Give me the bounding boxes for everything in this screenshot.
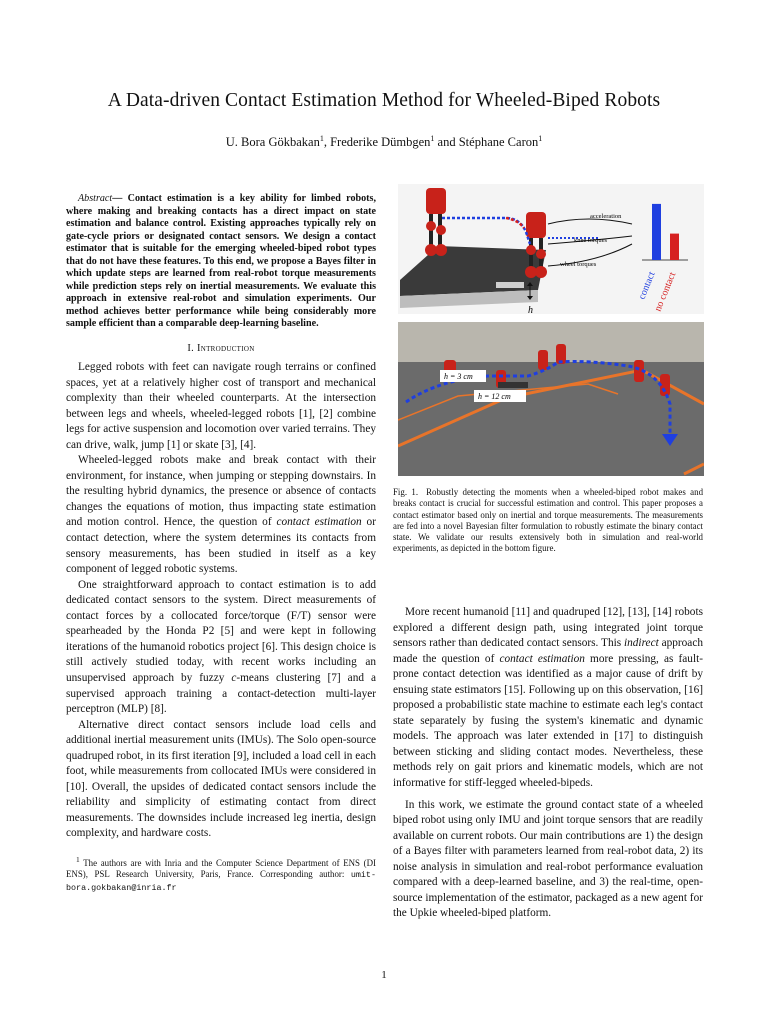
text-run: Wheeled-legged robots make and break contact with their environment, for instance, when jumping or stepping downstairs. In the resulting hybrid dynamics, the presence or absence of contacts changes the equations of motion, thus impacting state estimation and motion control. Hence, the question of xyxy=(66,454,376,529)
acceleration-label: acceleration xyxy=(590,213,622,220)
author-list xyxy=(0,134,768,150)
height-label: h xyxy=(528,305,533,316)
text-run: One straightforward approach to contact estimation is to add dedicated contact sensors to the system. Direct measurements of contact forces by a collocated force/torque (F/T) sensor were spearheaded by the Honda P2 [5] and were kept in following iterations of the humanoid robotics project [6]. This design choice is still actively studied today, with recent works including an unsupervised approach by fuzzy xyxy=(66,578,376,684)
footnote-mark: 1 xyxy=(76,854,80,864)
abstract-label: Abstract xyxy=(78,193,113,204)
emphasis: c xyxy=(231,671,237,684)
figure-1 xyxy=(398,184,704,476)
email-link[interactable]: umit-bora.gokbakan@inria.fr xyxy=(66,870,376,893)
footnote-text: The authors are with Inria and the Computer Science Department of ENS (DI ENS), PSL Research University, Paris, France. Corresponding author: xyxy=(66,857,376,880)
text-run: more pressing, as fault-prone contact detection was identified as a major cause of drift by ensuing state estimators [15]. Following up on this observation, [16] proposed a probabilistic state machine to estimate each leg's contact state separately by fusing the system's kinematic and dynamic models. The approach was later extended in [17] to distinguish between sticking and sliding contact modes. Nevertheless, these methods rely on gait priors and kinematic models, which are not informative for stiff-legged wheeled-bipeds. xyxy=(393,652,703,790)
intro-paragraph-1: Legged robots with feet can navigate rough terrains or confined spaces, yet at a relatively higher cost of transport and mechanical complexity than their wheeled counterparts. At the intersection between legs and wheels, wheeled-legged robots [1], [2] combine legs for active suspension and locomotion over varied terrains. They can drive, walk, jump [1] or skate [3], [4]. xyxy=(66,361,376,451)
intro-paragraph-3 xyxy=(66,578,376,718)
author-1: U. Bora Gökbakan xyxy=(225,135,320,150)
abstract-dash: — xyxy=(112,193,128,204)
photo-robot xyxy=(538,350,548,370)
label-h12: h = 12 cm xyxy=(478,392,511,401)
footnote xyxy=(66,854,376,894)
no-contact-label: no contact xyxy=(652,270,679,314)
author-separator: and xyxy=(434,135,459,150)
emphasis: indirect xyxy=(624,637,659,650)
intro-paragraph-2 xyxy=(66,453,376,577)
section-number: I. xyxy=(187,343,197,355)
text-run: or contact detection, where the system determines its contacts from sensory measurements, has been studied in itself as a key component of legged robotic systems. xyxy=(66,516,376,576)
intro-paragraph-4: Alternative direct contact sensors include load cells and additional inertial measurement units (IMUs). The Solo open-source quadruped robot, in its first iteration [9], included a load cell in each foot, while measurements from collocated IMUs were considered in [10]. Overall, the upsides of dedicated contact sensors include the reliability and simplicity of estimating contact from direct measurements. The downsides include increased leg inertia, design complexity, and hardware costs. xyxy=(66,718,376,840)
background-wall xyxy=(398,322,704,362)
affiliation-mark: 1 xyxy=(319,134,324,143)
affiliation-mark: 1 xyxy=(538,134,543,143)
emphasis: contact estimation xyxy=(276,516,362,529)
platform-label xyxy=(496,282,524,288)
contact-bar xyxy=(652,204,661,260)
section-title: Introduction xyxy=(196,343,255,355)
photo-obstacle xyxy=(498,382,528,388)
section-heading xyxy=(66,343,376,354)
wheel-torques-label: wheel torques xyxy=(560,261,597,268)
text-run: More recent humanoid [11] and quadruped [12], [13], [14] robots explored a different design path, using integrated joint torque sensors rather than dedicated contact sensors. This xyxy=(393,606,703,650)
left-column xyxy=(66,193,376,894)
caption-label: Fig. 1. xyxy=(393,487,419,497)
abstract xyxy=(66,193,376,331)
right-paragraph-1 xyxy=(393,605,703,792)
author-separator: , xyxy=(323,135,331,150)
right-paragraph-2: In this work, we estimate the ground contact state of a wheeled biped robot using only IMU and joint torque sensors that are readily available on current robots. Our main contributions are 1) the design of a Bayes filter with parameters learned from real-robot data, 2) its noise analysis in simulation and real-robot performance evaluation compared with a deep-learned baseline, and 3) the real-time, open-source implementation of the estimator, packaged as a new agent for the Upkie wheeled-biped platform. xyxy=(393,798,703,920)
abstract-text: Contact estimation is a key ability for limbed robots, where making and breaking contacts has a direct impact on state estimation and balance control. Existing approaches typically rely on gate-cycle priors or designated contact sensors. We design a contact estimator that is suitable for the emerging wheeled-biped robot types that do not have these features. To this end, we propose a Bayes filter in which update steps are learned from real-robot torque measurements while prediction steps rely on inertial measurements. We evaluate this approach in extensive real-robot and simulation experiments. Our method achieves better performance while being considerably more sample efficient than a comparable deep-learning baseline. xyxy=(66,193,376,330)
author-3: Stéphane Caron xyxy=(458,135,539,150)
caption-text: Robustly detecting the moments when a wheeled-biped robot makes and breaks contact is crucial for successful estimation and control. This paper proposes a contact estimator based only on inertial and torque measurements. The measurements are fed into a novel Bayesian filter formulation to robustly estimate the binary contact state. We validate our results extensively both in simulation and real-world experiments, as depicted in the bottom figure. xyxy=(393,487,704,554)
figure-caption xyxy=(393,487,703,555)
right-column xyxy=(393,605,703,922)
paper-title: A Data-driven Contact Estimation Method for Wheeled-Biped Robots xyxy=(107,90,661,111)
emphasis: contact estimation xyxy=(499,652,585,665)
author-2: Frederike Dümbgen xyxy=(330,135,431,150)
contact-label: contact xyxy=(636,270,658,302)
label-h3: h = 3 cm xyxy=(444,372,473,381)
text-run: -means clustering [7] and a supervised approach training a contact-detection multi-layer perceptron (MLP) [8]. xyxy=(66,671,376,716)
page-number: 1 xyxy=(381,969,387,981)
text-run: approach made the question of xyxy=(393,637,703,665)
knee-torques-label: knee torques xyxy=(574,237,608,244)
no-contact-bar xyxy=(670,234,679,260)
affiliation-mark: 1 xyxy=(430,134,435,143)
